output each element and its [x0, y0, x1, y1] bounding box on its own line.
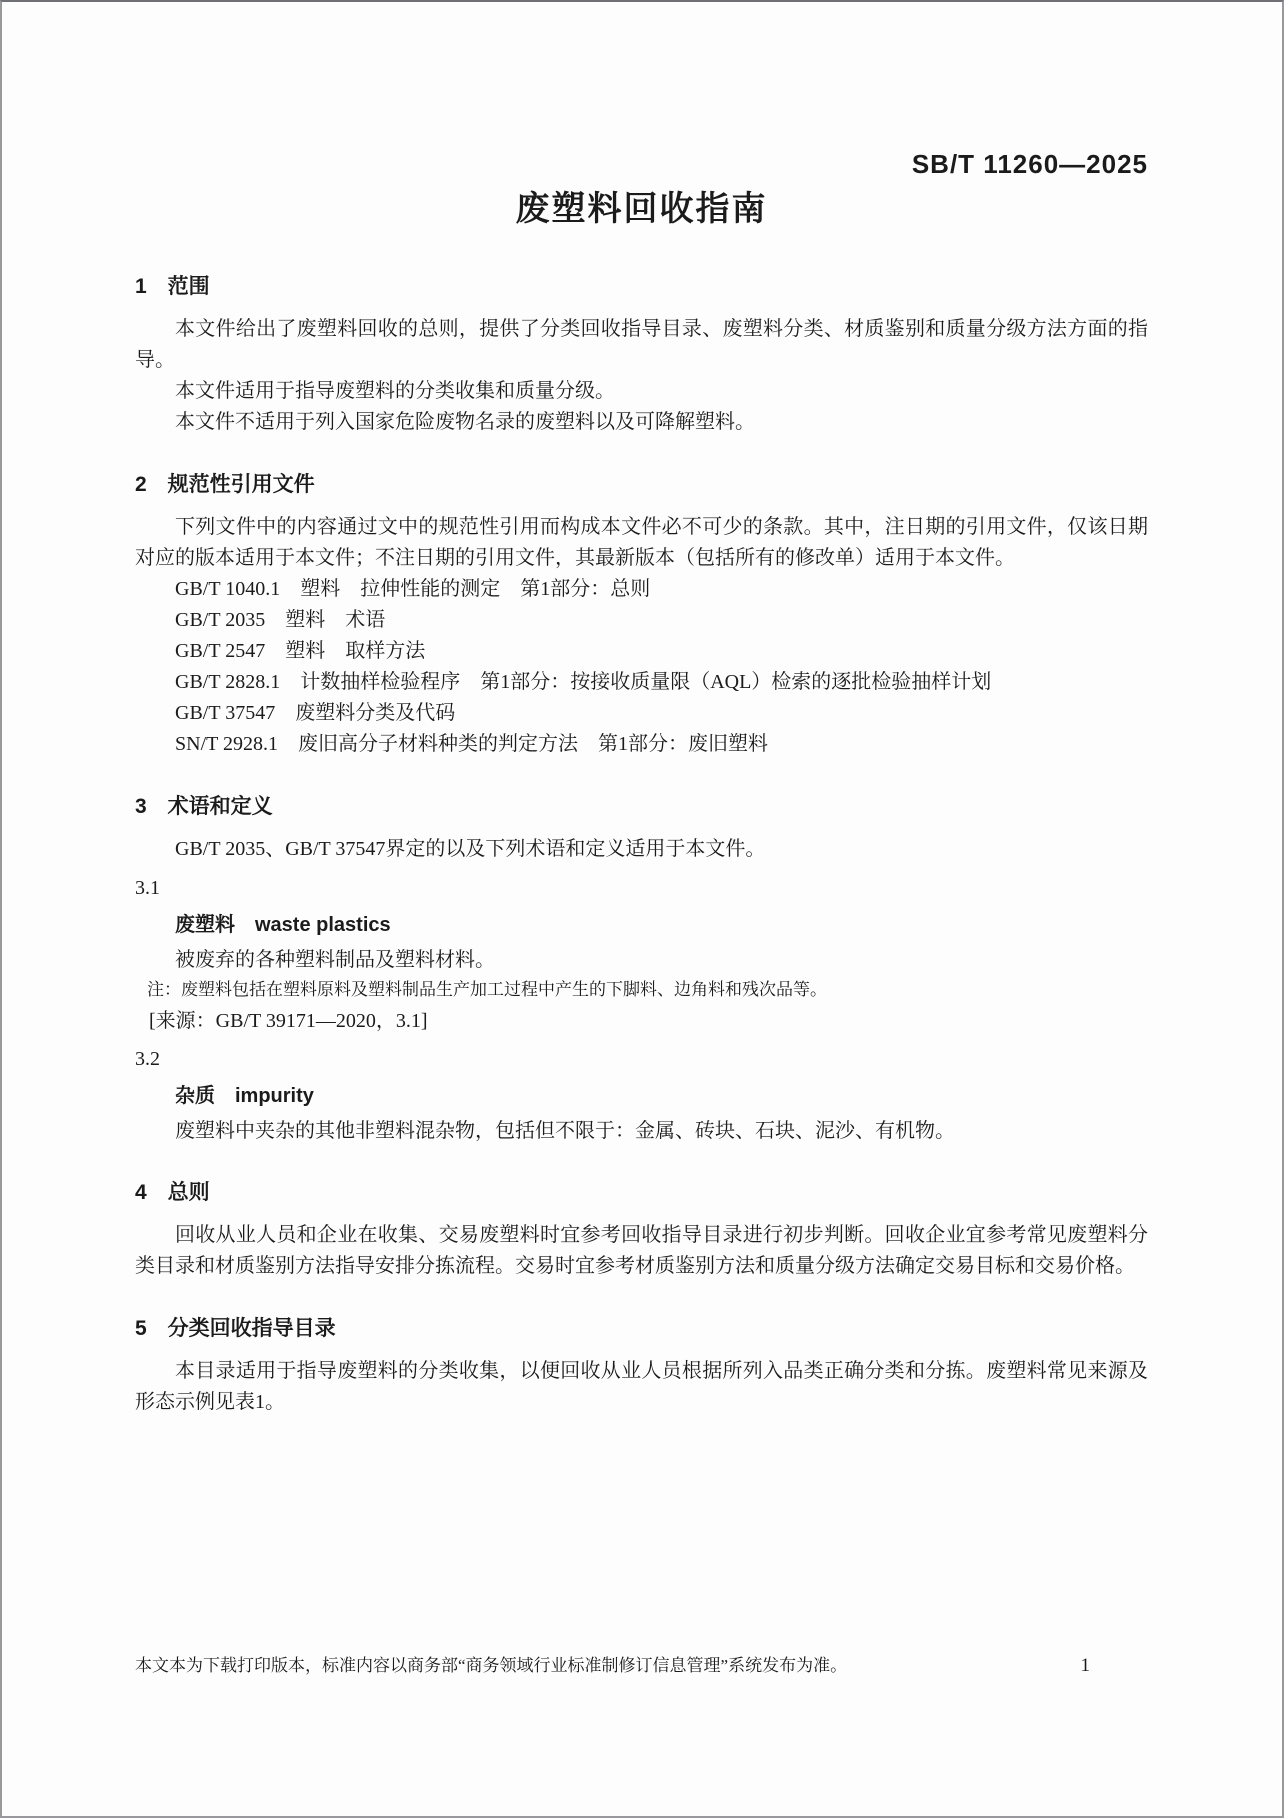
- reference-item: SN/T 2928.1 废旧高分子材料种类的判定方法 第1部分：废旧塑料: [175, 733, 768, 755]
- terms-intro: GB/T 2035、GB/T 37547界定的以及下列术语和定义适用于本文件。: [175, 838, 766, 860]
- section-terms-definitions: [135, 794, 1148, 1146]
- document-title: 废塑料回收指南: [515, 190, 768, 228]
- general-principles-paragraph: 回收从业人员和企业在收集、交易废塑料时宜参考回收指导目录进行初步判断。回收企业宜参考常见废塑料分类目录和材质鉴别方法指导安排分拣流程。交易时宜参考材质鉴别方法和质量分级方法确定交易目标和交易价格。: [135, 1224, 1148, 1277]
- reference-item: GB/T 2547 塑料 取样方法: [175, 640, 426, 662]
- section-classification-catalog: [135, 1316, 1148, 1418]
- standard-code: SB/T 11260—2025: [911, 149, 1148, 179]
- reference-item: GB/T 1040.1 塑料 拉伸性能的测定 第1部分：总则: [175, 578, 651, 600]
- section-5-heading: 5 分类回收指导目录: [135, 1317, 336, 1340]
- section-4-heading: 4 总则: [135, 1181, 210, 1204]
- reference-item: GB/T 37547 废塑料分类及代码: [175, 702, 456, 724]
- page-footer: [135, 1654, 1148, 1678]
- reference-item: GB/T 2035 塑料 术语: [175, 609, 386, 631]
- footer-note: 本文本为下载打印版本，标准内容以商务部“商务领域行业标准制修订信息管理”系统发布为准。: [135, 1656, 848, 1675]
- term-definition: 废塑料中夹杂的其他非塑料混杂物，包括但不限于：金属、砖块、石块、泥沙、有机物。: [175, 1120, 955, 1142]
- section-3-heading: 3 术语和定义: [135, 795, 273, 818]
- term-number: 3.2: [135, 1048, 160, 1070]
- page-number: 1: [1080, 1655, 1090, 1676]
- section-general-principles: [135, 1180, 1148, 1282]
- reference-list: [175, 574, 1148, 760]
- scope-paragraph-3: 本文件不适用于列入国家危险废物名录的废塑料以及可降解塑料。: [175, 411, 755, 433]
- classification-catalog-paragraph: 本目录适用于指导废塑料的分类收集，以便回收从业人员根据所列入品类正确分类和分拣。废塑料常见来源及形态示例见表1。: [135, 1360, 1148, 1413]
- section-normative-references: [135, 472, 1148, 760]
- section-scope: [135, 274, 1148, 438]
- term-source: [来源：GB/T 39171—2020，3.1]: [149, 1010, 428, 1032]
- scope-paragraph-2: 本文件适用于指导废塑料的分类收集和质量分级。: [175, 380, 615, 402]
- term-entry-3-1: [135, 873, 1148, 1036]
- section-1-heading: 1 范围: [135, 275, 210, 298]
- section-2-heading: 2 规范性引用文件: [135, 473, 315, 496]
- term-entry-3-2: [135, 1044, 1148, 1146]
- term-note: 注：废塑料包括在塑料原料及塑料制品生产加工过程中产生的下脚料、边角料和残次品等。: [147, 980, 827, 999]
- term-name: 杂质 impurity: [175, 1085, 314, 1107]
- term-name: 废塑料 waste plastics: [175, 914, 391, 936]
- scope-paragraph-1: 本文件给出了废塑料回收的总则，提供了分类回收指导目录、废塑料分类、材质鉴别和质量分级方法方面的指导。: [135, 318, 1148, 371]
- page-content: [2, 150, 1282, 1418]
- term-definition: 被废弃的各种塑料制品及塑料材料。: [175, 949, 495, 971]
- term-number: 3.1: [135, 877, 160, 899]
- normative-references-intro: 下列文件中的内容通过文中的规范性引用而构成本文件必不可少的条款。其中，注日期的引用文件，仅该日期对应的版本适用于本文件；不注日期的引用文件，其最新版本（包括所有的修改单）适用于本文件。: [135, 516, 1148, 569]
- reference-item: GB/T 2828.1 计数抽样检验程序 第1部分：按接收质量限（AQL）检索的逐批检验抽样计划: [175, 671, 992, 693]
